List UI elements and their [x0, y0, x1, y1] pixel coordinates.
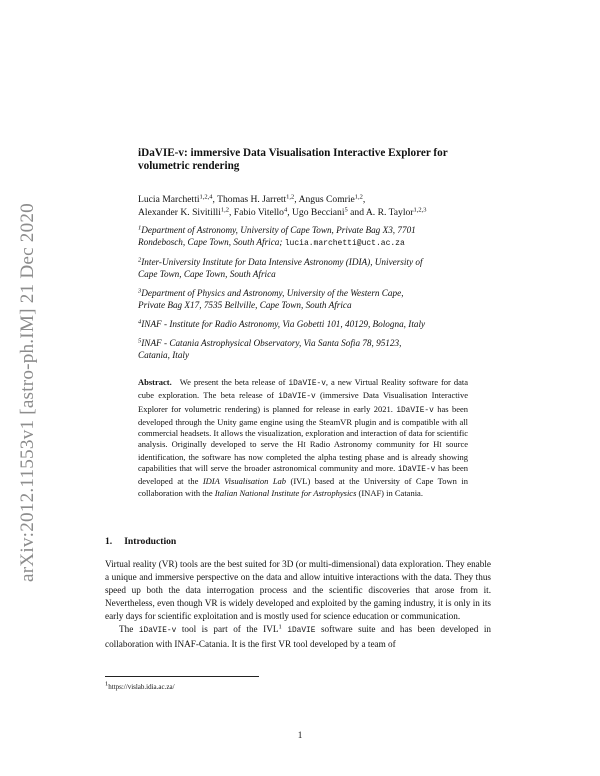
affiliation-5	[138, 337, 478, 362]
affiliation-2	[138, 256, 478, 281]
institute-name: Italian National Institute for Astrophysics	[214, 487, 357, 498]
affiliation-text: Inter-University Institute for Data Intensive Astronomy (IDIA), University of	[141, 257, 423, 267]
section-number: 1.	[105, 536, 113, 547]
affiliation-text: Department of Physics and Astronomy, University of the Western Cape,	[141, 288, 404, 298]
software-name: iDaVIE-v	[138, 627, 177, 635]
abstract-text: Radio Astronomy community for H	[305, 439, 440, 450]
paragraph-text: software suite and has been developed in collaboration with INAF-Catania. It is the first VR tool developed by a team of	[105, 624, 492, 649]
software-name: iDaVIE-v	[396, 406, 434, 415]
title-line-2: volumetric rendering	[138, 160, 240, 172]
author-affil-marker: 1,2	[220, 206, 229, 214]
affiliation-marker: 4	[138, 318, 142, 326]
affiliation-marker: 5	[138, 337, 142, 345]
paper-title	[138, 147, 478, 173]
affiliation-text: Rondebosch, Cape Town, South Africa;	[138, 237, 283, 248]
author-name: Alexander K. Sivitilli	[138, 207, 221, 218]
author-affil-marker: 5	[344, 206, 348, 214]
author-affil-marker: 1,2	[354, 193, 363, 201]
affiliation-3	[138, 287, 478, 312]
section-heading	[105, 536, 176, 547]
author-name: , Ugo Becciani	[287, 207, 345, 218]
affiliation-marker: 2	[138, 256, 142, 264]
author-line-1: Lucia Marchetti$^{1,2,4}$, Thomas H. Jarrett$^{1,2}$, Angus Comrie$^{1,2}$,	[138, 193, 366, 205]
affiliation-text: Department of Astronomy, University of Cape Town, Private Bag X3, 7701	[141, 225, 416, 235]
abstract-text: has been developed at the	[138, 463, 468, 487]
affiliation-marker: 1	[138, 224, 142, 232]
hi-small-caps: I	[303, 442, 306, 450]
affiliation-text: INAF - Catania Astrophysical Observatory, Via Santa Sofia 78, 95123,	[141, 338, 402, 348]
section-title: Introduction	[124, 536, 177, 547]
hi-small-caps: I	[439, 442, 442, 450]
footnote	[105, 680, 175, 691]
software-name: iDaVIE	[287, 627, 316, 635]
paragraph-1: Virtual reality (VR) tools are the best suited for 3D (or multi-dimensional) data exploration. They enable a unique and immersive perspective on the data and allow intuitive interactions with the data. They thus speed up both the data interrogation process and the scientific discoveries that arose from it. Nevertheless, even though VR is widely developed and exploited by the gaming industry, it is only in its early days for scientific exploitation and is mostly used for science education or communication.	[105, 559, 491, 621]
author-name: , Angus Comrie	[294, 194, 355, 205]
paragraph-text: tool is part of the IVL	[176, 624, 279, 634]
arxiv-identifier: arXiv:2012.11553v1 [astro-ph.IM] 21 Dec 2020	[17, 203, 38, 582]
software-name: iDaVIE-v	[278, 393, 316, 402]
footnote-number: 1	[105, 680, 109, 688]
page-number: 1	[297, 730, 303, 740]
title-line-1: iDaVIE-v: immersive Data Visualisation Interactive Explorer for	[138, 147, 448, 159]
affiliation-text: INAF - Institute for Radio Astronomy, Via Gobetti 101, 40129, Bologna, Italy	[141, 319, 426, 329]
abstract-text: (IVL) based at the University of Cape Town in collaboration with the	[138, 476, 468, 498]
author-affil-marker: 1,2,3	[413, 206, 427, 214]
abstract	[138, 377, 468, 499]
author-affil-marker: 1,2	[286, 193, 295, 201]
footnote-link[interactable]: https://vislab.idia.ac.za/	[108, 683, 175, 691]
abstract-text: has been developed through the Unity game engine using the SteamVR plugin and is compatible with all commercial headsets. It allows the visualization, exploration and interaction of data for scientific analysis. Originally developed to serve the H	[138, 403, 468, 450]
author-name: , Thomas H. Jarrett	[212, 194, 287, 205]
paragraph-2	[105, 623, 491, 651]
abstract-text: We present the beta release of	[179, 377, 289, 387]
affiliation-text: Cape Town, Cape Town, South Africa	[138, 269, 276, 280]
author-affil-marker: 1,2,4	[199, 193, 213, 201]
affiliation-text: Catania, Italy	[138, 350, 190, 361]
abstract-text: source identification, the software has now completed the alpha testing phase and is already showing capabilities that will serve the broader astronomical community and more.	[138, 439, 469, 474]
abstract-text: , a new Virtual Reality software for data cube exploration. The beta release of	[138, 377, 468, 401]
body-text	[105, 558, 491, 651]
software-name: iDaVIE-v	[397, 466, 436, 475]
affiliation-4	[138, 318, 478, 330]
author-affil-marker: 4	[283, 206, 288, 214]
footnote-rule	[105, 676, 259, 677]
paragraph-text: The	[119, 624, 139, 634]
affiliation-text: Private Bag X17, 7535 Bellville, Cape Town, South Africa	[138, 300, 352, 311]
abstract-text: (INAF) in Catania.	[356, 487, 423, 498]
lab-name: IDIA Visualisation Lab	[202, 476, 287, 487]
author-name: Lucia Marchetti	[138, 194, 200, 205]
author-list	[138, 193, 478, 219]
author-email: lucia.marchetti@uct.ac.za	[284, 239, 405, 249]
footnote-marker: 1	[278, 623, 282, 631]
affiliation-marker: 3	[138, 287, 142, 295]
abstract-label: Abstract.	[138, 377, 172, 387]
author-name: , Fabio Vitello	[229, 207, 284, 218]
author-name: and A. R. Taylor	[347, 207, 414, 218]
software-name: iDaVIE-v	[288, 380, 326, 388]
author-line-2	[138, 206, 478, 219]
abstract-text: (immersive Data Visualisation Interactive Explorer for volumetric rendering) is planned for release in early 2021.	[138, 390, 468, 414]
affiliation-1	[138, 224, 478, 251]
